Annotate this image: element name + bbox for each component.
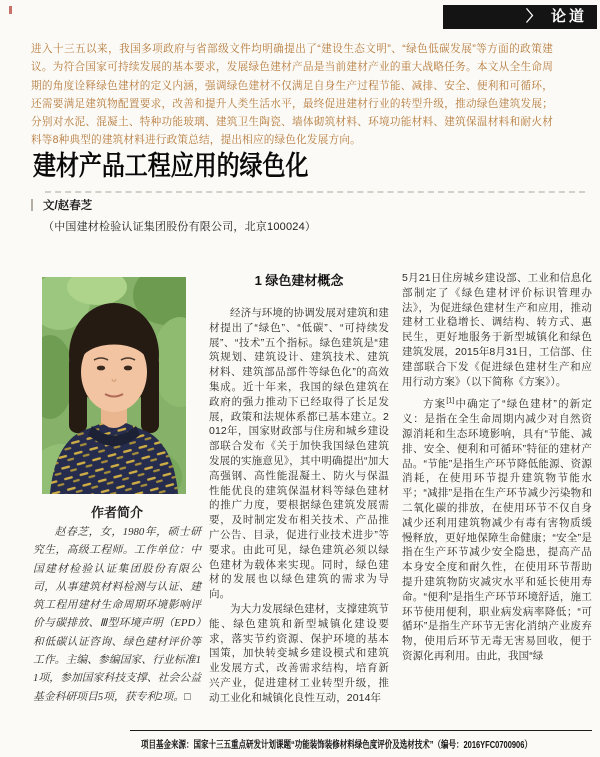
footer-rule (130, 730, 592, 731)
author-photo (42, 277, 186, 494)
author-bio-heading: 作者简介 (90, 505, 143, 520)
paragraph-text: 中确定了“绿色建材”的新定义：是指在全生命周期内减少对自然资源消耗和生态环境影响，具有“节能、减排、安全、便利和可循环”特征的建材产品。“节能”是指生产环节降低能源、资源消耗，在使用环节提升建筑物节能水平；“减排”是指在生产环节减少污染物和二氧化碳的排放，在使用环节不仅自身减少还利用建筑物减少有毒有害物质缓慢释放，更好地保障生命健康；“安全”是指在生产环节减少安全隐患，提高产品本身安全度和耐久性，在使用环节帮助提升建筑物防灾减灾水平和延长使用寿命。“便利”是指生产环节环境舒适，施工环节使用便利，职业病发病率降低；“可循环”是指生产环节无害化消纳产业废弃物，使用后环节无毒无害易回收，便于资源化再利用。由此，我国“绿 (402, 398, 592, 662)
funding-note: 项目基金来源：国家十三五重点研发计划课题“功能装饰装修材料绿色度评价及选材技术”（编号：2016YFC0700906） (141, 740, 532, 751)
byline: 文/赵春芝 (43, 200, 93, 212)
column-right (402, 271, 592, 664)
article-paragraph: 5月21日住房城乡建设部、工业和信息化部制定了《绿色建材评价标识管理办法》，为促进绿色建材生产和应用，推动建材工业稳增长、调结构、转方式、惠民生，更好地服务于新型城镇化和绿色建筑发展，2015年8月31日，工信部、住建部联合下发《促进绿色建材生产和应用行动方案》（以下简称《方案》）。 (402, 272, 592, 388)
byline-tick (31, 199, 33, 211)
print-mark (9, 6, 12, 14)
abstract-text: 进入十三五以来，我国多项政府与省部级文件均明确提出了“建设生态文明”、“绿色低碳发展”等方面的政策建议。为符合国家可持续发展的基本要求，发展绿色建材产品是当前建材产业的重大战略任务。本文从全生命周期的角度诠释绿色建材的定义内涵，强调绿色建材不仅满足自身生产过程节能、减排、安全、便利和可循环，还需要满足建筑物配置要求，改善和提升人类生活水平，最终促进建材行业的转型升级，推动绿色建筑发展；分别对水泥、混凝土、特种功能玻璃、建筑卫生陶瓷、墙体砌筑材料、环境功能材料、建筑保温材料和耐火材料等8种典型的建筑材料进行政策总结，提出相应的绿色化发展方向。 (31, 43, 553, 147)
author-bio-text: 赵春芝，女，1980年，硕士研究生，高级工程师。工作单位：中国建材检验认证集团股份有限公司，从事建筑材料检测与认证、建筑工程用建材生命周期环境影响评价与碳排放、Ⅲ型环境声明（EPD）和低碳认证咨询、绿色建材评价等工作。主编、参编国家、行业标准11项，参加国家科技支撑、社会公益基金科研项目5项，获专利2项。□ (33, 526, 201, 703)
section-tag-label: 〉 论道 (525, 8, 587, 25)
citation-ref: [1] (446, 397, 455, 405)
column-middle (209, 270, 389, 706)
article-paragraph (402, 397, 592, 663)
paragraph-text: 方案 (423, 398, 447, 411)
section-1-heading: 1 绿色建材概念 (254, 273, 344, 288)
article-title: 建材产品工程应用的绿色化 (33, 151, 309, 181)
title-divider (45, 191, 585, 193)
section-tag (443, 5, 597, 29)
author-photo-illustration (42, 277, 186, 494)
article-paragraph: 为大力发展绿色建材，支撑建筑节能、绿色建筑和新型城镇化建设要求，落实节约资源、保护环境的基本国策，加快转变城乡建设模式和建筑业发展方式，改善需求结构，培育新兴产业，促进建材工业转型升级，推动工业化和城镇化良性互动，2014年 (209, 602, 389, 704)
article-paragraph: 经济与环境的协调发展对建筑和建材提出了“绿色”、“低碳”、“可持续发展”、“技术”五个指标。绿色建筑是“建筑规划、建筑设计、建筑技术、建筑材料、建筑部品部件等绿色化”的高效集成。近十年来，我国的绿色建筑在政府的强力推动下已经取得了长足发展，政策和法规体系都已基本建立。2012年，国家财政部与住房和城乡建设部联合发布《关于加快我国绿色建筑发展的实施意见》，其中明确提出“加大高强钢、高性能混凝土、防火与保温性能优良的建筑保温材料等绿色建材的推广力度，要根据绿色建筑发展需要，及时制定发布相关技术、产品推广公告、目录，促进行业技术进步”等要求。由此可见，绿色建筑必须以绿色建材为载体来实现。同时，绿色建材的发展也以绿色建筑的需求为导向。 (209, 307, 389, 601)
affiliation: （中国建材检验认证集团股份有限公司，北京100024） (43, 221, 317, 233)
